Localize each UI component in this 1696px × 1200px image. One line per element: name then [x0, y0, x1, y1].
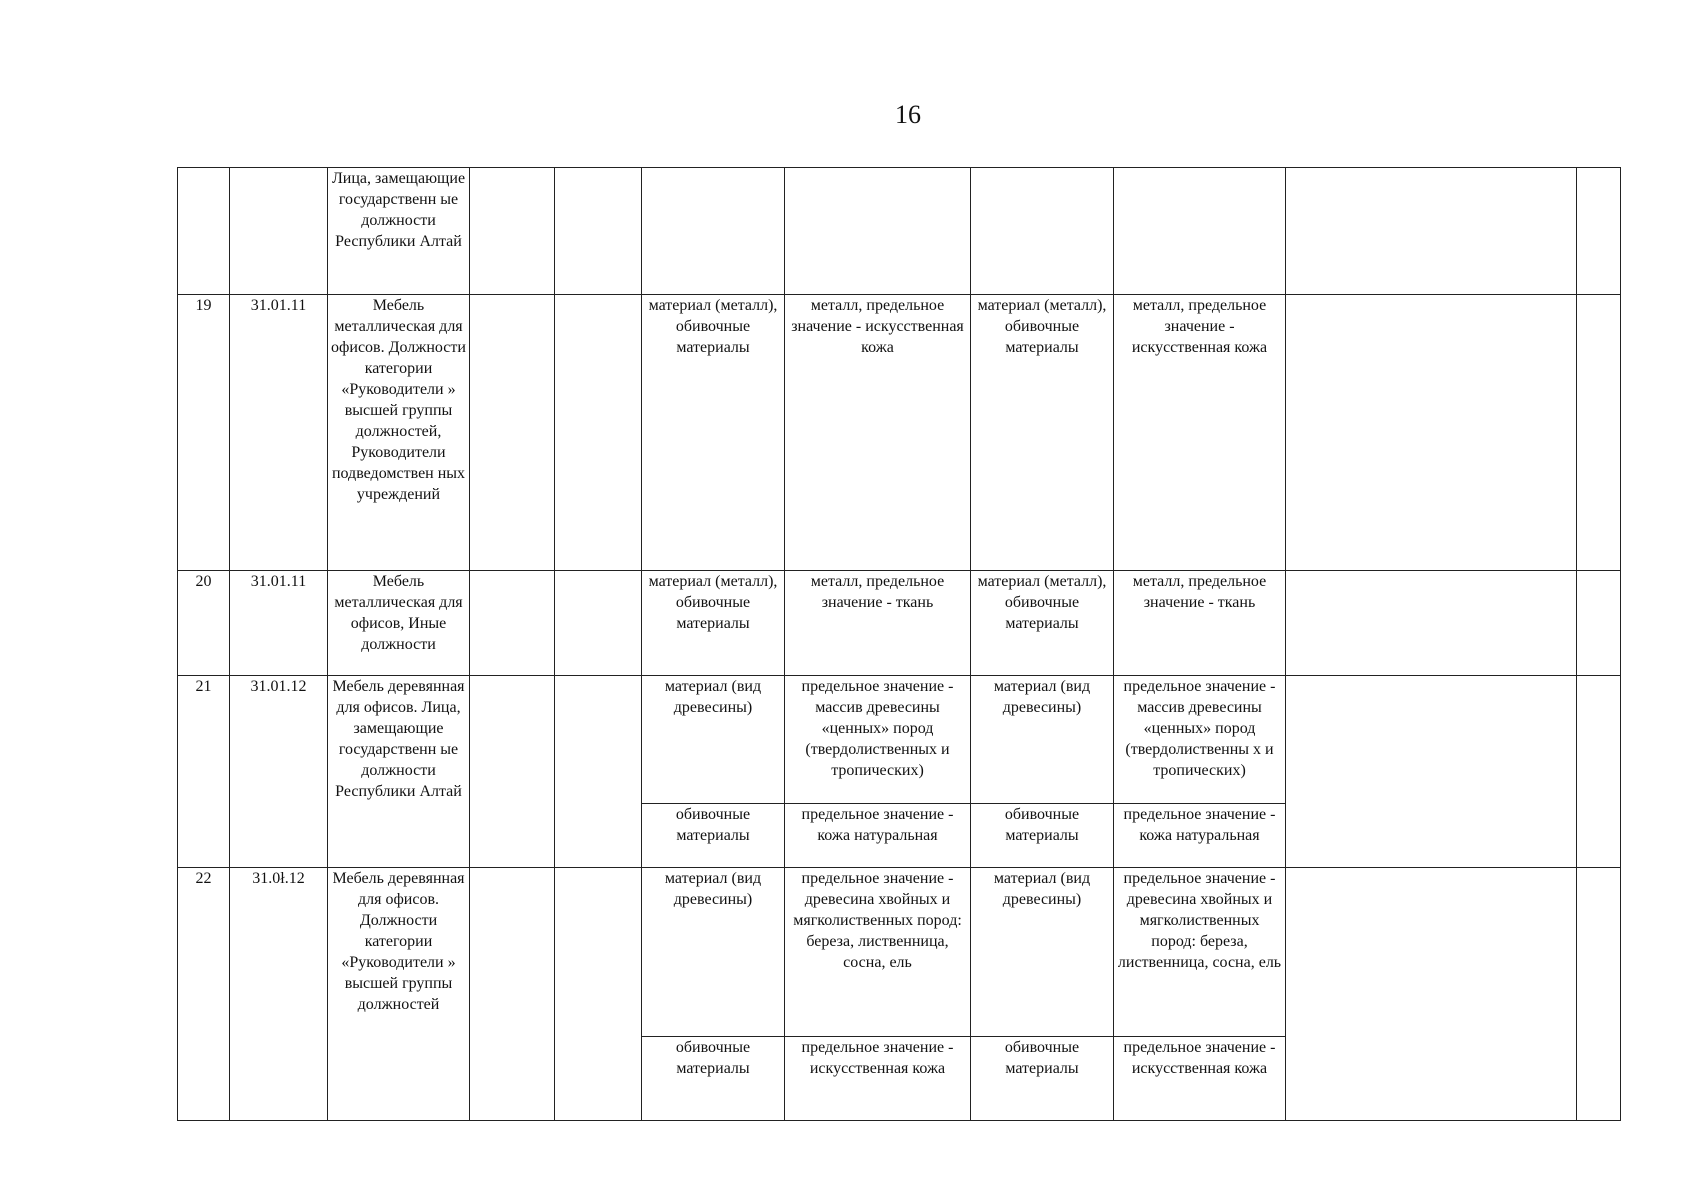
row-number: 21 — [178, 676, 230, 868]
empty-cell — [555, 676, 642, 868]
empty-cell — [1286, 295, 1577, 571]
characteristic-value-2: предельное значение - кожа натуральная — [1114, 804, 1286, 868]
empty-cell — [971, 168, 1114, 295]
table-row — [178, 295, 1621, 571]
characteristic-name-2: обивочные материалы — [971, 804, 1114, 868]
characteristic-name: обивочные материалы — [642, 804, 785, 868]
characteristic-name: материал (металл), обивочные материалы — [642, 571, 785, 676]
characteristic-name-2: материал (вид древесины) — [971, 868, 1114, 1037]
empty-cell — [785, 168, 971, 295]
empty-cell — [1286, 571, 1577, 676]
characteristic-name-2: обивочные материалы — [971, 1037, 1114, 1121]
item-description: Мебель металлическая для офисов. Должности категории «Руководители » высшей группы должностей, Руководители подведомствен ных учреждений — [328, 295, 470, 571]
row-number: 22 — [178, 868, 230, 1121]
row-number: 20 — [178, 571, 230, 676]
characteristic-name-2: материал (металл), обивочные материалы — [971, 295, 1114, 571]
row-number: 19 — [178, 295, 230, 571]
characteristic-name: материал (вид древесины) — [642, 868, 785, 1037]
empty-cell — [470, 168, 555, 295]
okpd-code: 31.0ł.12 — [230, 868, 328, 1121]
empty-cell — [1577, 676, 1621, 868]
characteristic-value: металл, предельное значение - искусственная кожа — [785, 295, 971, 571]
empty-cell — [1286, 868, 1577, 1121]
empty-cell — [1577, 571, 1621, 676]
item-description: Мебель деревянная для офисов. Должности категории «Руководители » высшей группы должностей — [328, 868, 470, 1121]
empty-cell — [470, 868, 555, 1121]
empty-cell — [1577, 868, 1621, 1121]
characteristic-value-2: металл, предельное значение - искусственная кожа — [1114, 295, 1286, 571]
characteristic-value: предельное значение - древесина хвойных и мягколиственных пород: береза, лиственница, сосна, ель — [785, 868, 971, 1037]
page-number: 16 — [895, 100, 921, 129]
okpd-code: 31.01.11 — [230, 571, 328, 676]
table-row — [178, 571, 1621, 676]
requirements-table — [177, 167, 1621, 1121]
characteristic-value: предельное значение - искусственная кожа — [785, 1037, 971, 1121]
empty-cell — [1577, 168, 1621, 295]
characteristic-name: материал (вид древесины) — [642, 676, 785, 804]
okpd-code: 31.01.11 — [230, 295, 328, 571]
row-number — [178, 168, 230, 295]
table-row — [178, 168, 1621, 295]
item-description: Мебель металлическая для офисов, Иные должности — [328, 571, 470, 676]
characteristic-value-2: предельное значение - искусственная кожа — [1114, 1037, 1286, 1121]
item-description: Лица, замещающие государственн ые должности Республики Алтай — [328, 168, 470, 295]
characteristic-value: предельное значение - массив древесины «ценных» пород (твердолиственных и тропических) — [785, 676, 971, 804]
table-row — [178, 676, 1621, 804]
empty-cell — [470, 676, 555, 868]
empty-cell — [1114, 168, 1286, 295]
okpd-code — [230, 168, 328, 295]
empty-cell — [642, 168, 785, 295]
characteristic-value-2: предельное значение - древесина хвойных и мягколиственных пород: береза, лиственница, сосна, ель — [1114, 868, 1286, 1037]
empty-cell — [555, 295, 642, 571]
table-row — [178, 868, 1621, 1037]
empty-cell — [1286, 168, 1577, 295]
empty-cell — [470, 571, 555, 676]
characteristic-value-2: металл, предельное значение - ткань — [1114, 571, 1286, 676]
characteristic-value: предельное значение - кожа натуральная — [785, 804, 971, 868]
characteristic-name: материал (металл), обивочные материалы — [642, 295, 785, 571]
empty-cell — [555, 571, 642, 676]
okpd-code: 31.01.12 — [230, 676, 328, 868]
empty-cell — [1286, 676, 1577, 868]
item-description: Мебель деревянная для офисов. Лица, замещающие государственн ые должности Республики Алтай — [328, 676, 470, 868]
characteristic-value: металл, предельное значение - ткань — [785, 571, 971, 676]
empty-cell — [555, 868, 642, 1121]
characteristic-value-2: предельное значение - массив древесины «ценных» пород (твердолиственны х и тропических) — [1114, 676, 1286, 804]
characteristic-name-2: материал (вид древесины) — [971, 676, 1114, 804]
characteristic-name: обивочные материалы — [642, 1037, 785, 1121]
empty-cell — [1577, 295, 1621, 571]
characteristic-name-2: материал (металл), обивочные материалы — [971, 571, 1114, 676]
empty-cell — [555, 168, 642, 295]
empty-cell — [470, 295, 555, 571]
